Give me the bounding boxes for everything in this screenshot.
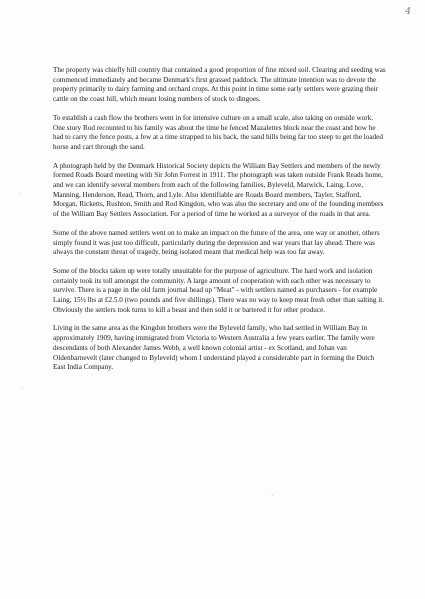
- margin-speck: ·: [21, 384, 24, 392]
- paragraph-blocks-unsuitable: Some of the blocks taken up were totally unsuitable for the purpose of agriculture. The hard work and isolation certainly took its toll amongst the community. A large amount of cooperation with each other was necessary to survive. There is a page in the old farm journal head up "Meat" - with settlers named as purchasers - for example Laing, 15½ lbs at £2.5.0 (two pounds and five shillings). There was no way to keep meat fresh other than salting it. Obviously the settlers took turns to kill a beast and then sold it or bartered it for other produce.: [53, 266, 385, 314]
- margin-speck: ·: [19, 190, 22, 198]
- paragraph-cash-flow: To establish a cash flow the brothers went in for intensive culture on a small scale, also taking on outside work. One story Rod recounted to his family was about the time he fenced Mazalettes block near the coast and how he had to carry the fence posts, a few at a time strapped to his back, the sand hills being far too steep to get the loaded horse and cart through the sand.: [53, 113, 383, 151]
- paragraph-byleveld-family: Living in the same area as the Kingdon brothers were the Byleveld family, who had settled in William Bay in approximately 1909, having immigrated from Victoria to Western Australia a few years earlier. The family were descendants of both Alexander James Webb, a well known colonial artist - ex Scotland, and Johan van Oldenbarnevelt (later changed to Byleveld) whom I understand played a considerable part in forming the Dutch East India Company.: [53, 324, 375, 372]
- paragraph-hill-country: The property was chiefly hill country that contained a good proportion of fine mixed soil. Clearing and seeding was commenced immediately and became Denmark's first grassed paddock. The ultimate intention was to devote the property primarily to dairy farming and orchard crops. At this point in time some early settlers were grazing their cattle on the coast hill, which meant losing numbers of stock to dingoes.: [53, 66, 386, 104]
- margin-speck: ·: [271, 492, 274, 500]
- document-body: [53, 66, 386, 382]
- page-corner-mark: 4: [405, 7, 411, 17]
- paragraph-photograph: A photograph held by the Denmark Historical Society depicts the William Bay Settlers and members of the newly formed Roads Board meeting with Sir John Forrest in 1911. The photograph was taken outside Frank Reads home, and we can identify several members from each of the following families, Byleveld, Marwick, Laing, Love, Manning, Henderson, Read, Thorn, and Lyle. Also identifiable are Roads Board members, Tayler, Stafford, Morgan, Ricketts, Rushton, Smith and Rod Kingdon, who was also the secretary and one of the founding members of the William Bay Settlers Association. For a period of time he worked as a surveyor of the roads in that area.: [53, 161, 384, 219]
- paragraph-settlers-impact: Some of the above named settlers went on to make an impact on the future of the area, one way or another, others simply found it was just too difficult, particularly during the depression and war years that lay ahead. There was always the constant threat of tragedy, being isolated meant that medical help was too far away.: [53, 228, 380, 257]
